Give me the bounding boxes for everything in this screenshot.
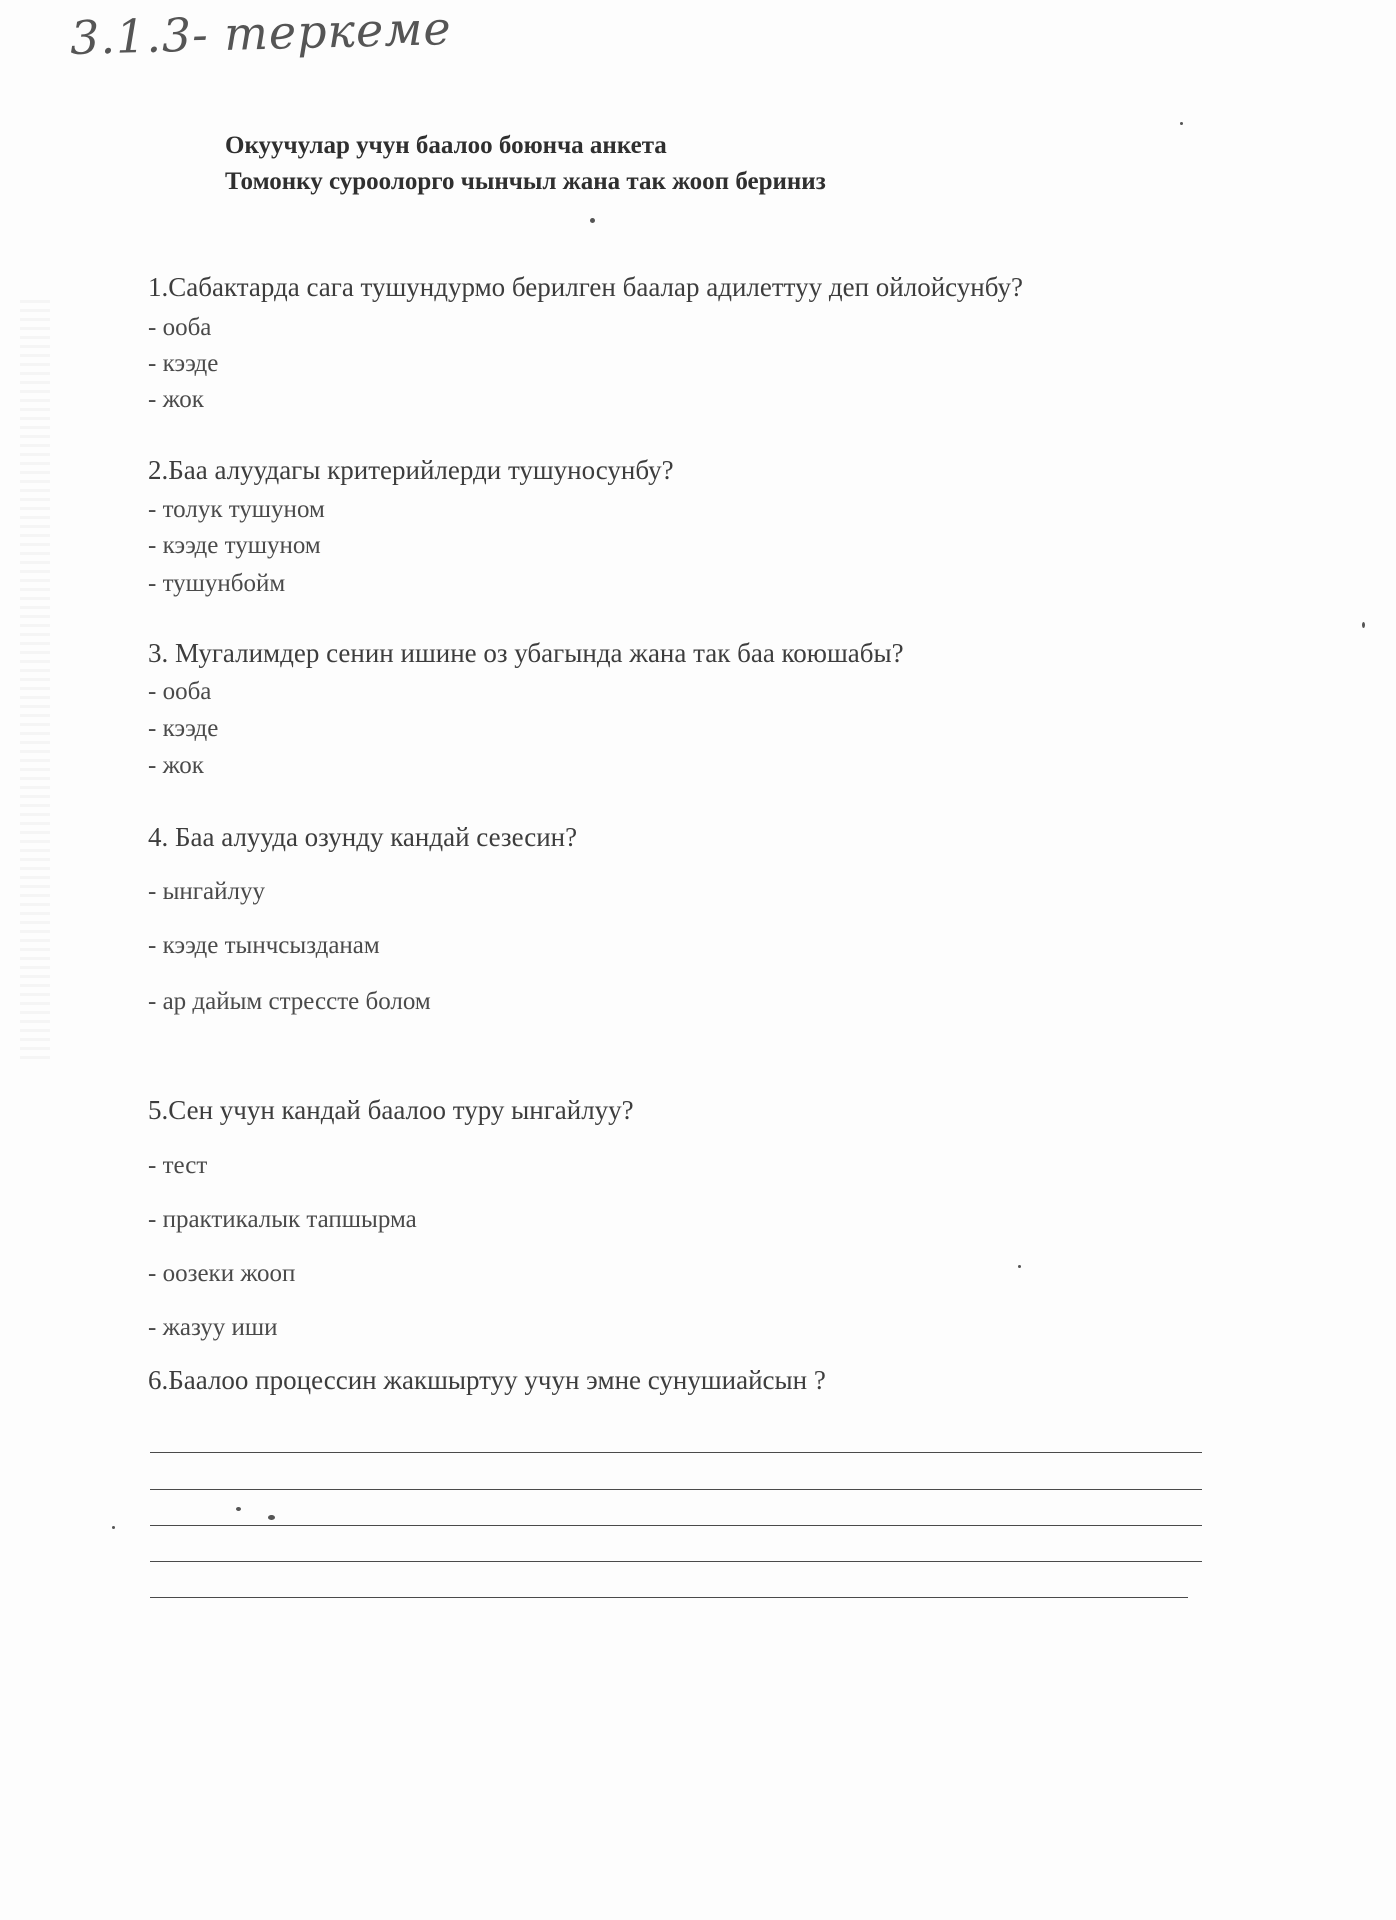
question-4-option-3: - ар дайым стрессте болом xyxy=(148,988,431,1015)
scan-speck xyxy=(1018,1265,1021,1268)
answer-line xyxy=(150,1489,1202,1490)
question-5-option-3: - оозеки жооп xyxy=(148,1260,296,1287)
question-1-option-2: - кээде xyxy=(148,350,219,377)
survey-instruction: Томонку суроолорго чынчыл жана так жооп бериниз xyxy=(225,168,826,195)
scan-speck xyxy=(1362,622,1365,628)
question-5-option-2: - практикалык тапшырма xyxy=(148,1206,417,1233)
question-4-option-2: - кээде тынчсызданам xyxy=(148,932,380,959)
question-5-option-4: - жазуу иши xyxy=(148,1314,278,1341)
handwritten-note: 3.1.3- теркеме xyxy=(69,1,453,65)
scan-speck xyxy=(1180,122,1183,125)
answer-line xyxy=(150,1452,1202,1453)
answer-line xyxy=(150,1597,1188,1598)
scan-speck xyxy=(268,1515,275,1520)
scan-shadow xyxy=(20,300,50,1060)
scan-speck xyxy=(236,1507,241,1511)
question-5-option-1: - тест xyxy=(148,1152,208,1179)
question-2-option-2: - кээде тушуном xyxy=(148,532,321,559)
answer-line xyxy=(150,1525,1202,1526)
question-1-option-3: - жок xyxy=(148,386,204,413)
survey-title: Окуучулар учун баалоо боюнча анкета xyxy=(225,132,667,159)
question-5: 5.Сен учун кандай баалоо туру ынгайлуу? xyxy=(148,1095,634,1125)
question-3-option-2: - кээде xyxy=(148,715,219,742)
survey-header xyxy=(225,128,826,200)
scan-speck xyxy=(590,218,595,223)
question-1: 1.Сабактарда сага тушундурмо берилген баалар адилеттуу деп ойлойсунбу? xyxy=(148,272,1023,302)
question-2-option-3: - тушунбойм xyxy=(148,570,286,597)
question-3: 3. Мугалимдер сенин ишине оз убагында жана так баа коюшабы? xyxy=(148,638,904,668)
question-1-option-1: - ооба xyxy=(148,314,212,341)
question-4: 4. Баа алууда озунду кандай сезесин? xyxy=(148,822,578,852)
question-6: 6.Баалоо процессин жакшыртуу учун эмне сунушиайсын ? xyxy=(148,1365,826,1395)
answer-line xyxy=(150,1561,1202,1562)
question-3-option-3: - жок xyxy=(148,752,204,779)
question-2: 2.Баа алуудагы критерийлерди тушуносунбу? xyxy=(148,455,674,485)
question-3-option-1: - ооба xyxy=(148,678,212,705)
scan-speck xyxy=(112,1526,115,1529)
question-4-option-1: - ынгайлуу xyxy=(148,878,265,905)
question-2-option-1: - толук тушуном xyxy=(148,496,325,523)
